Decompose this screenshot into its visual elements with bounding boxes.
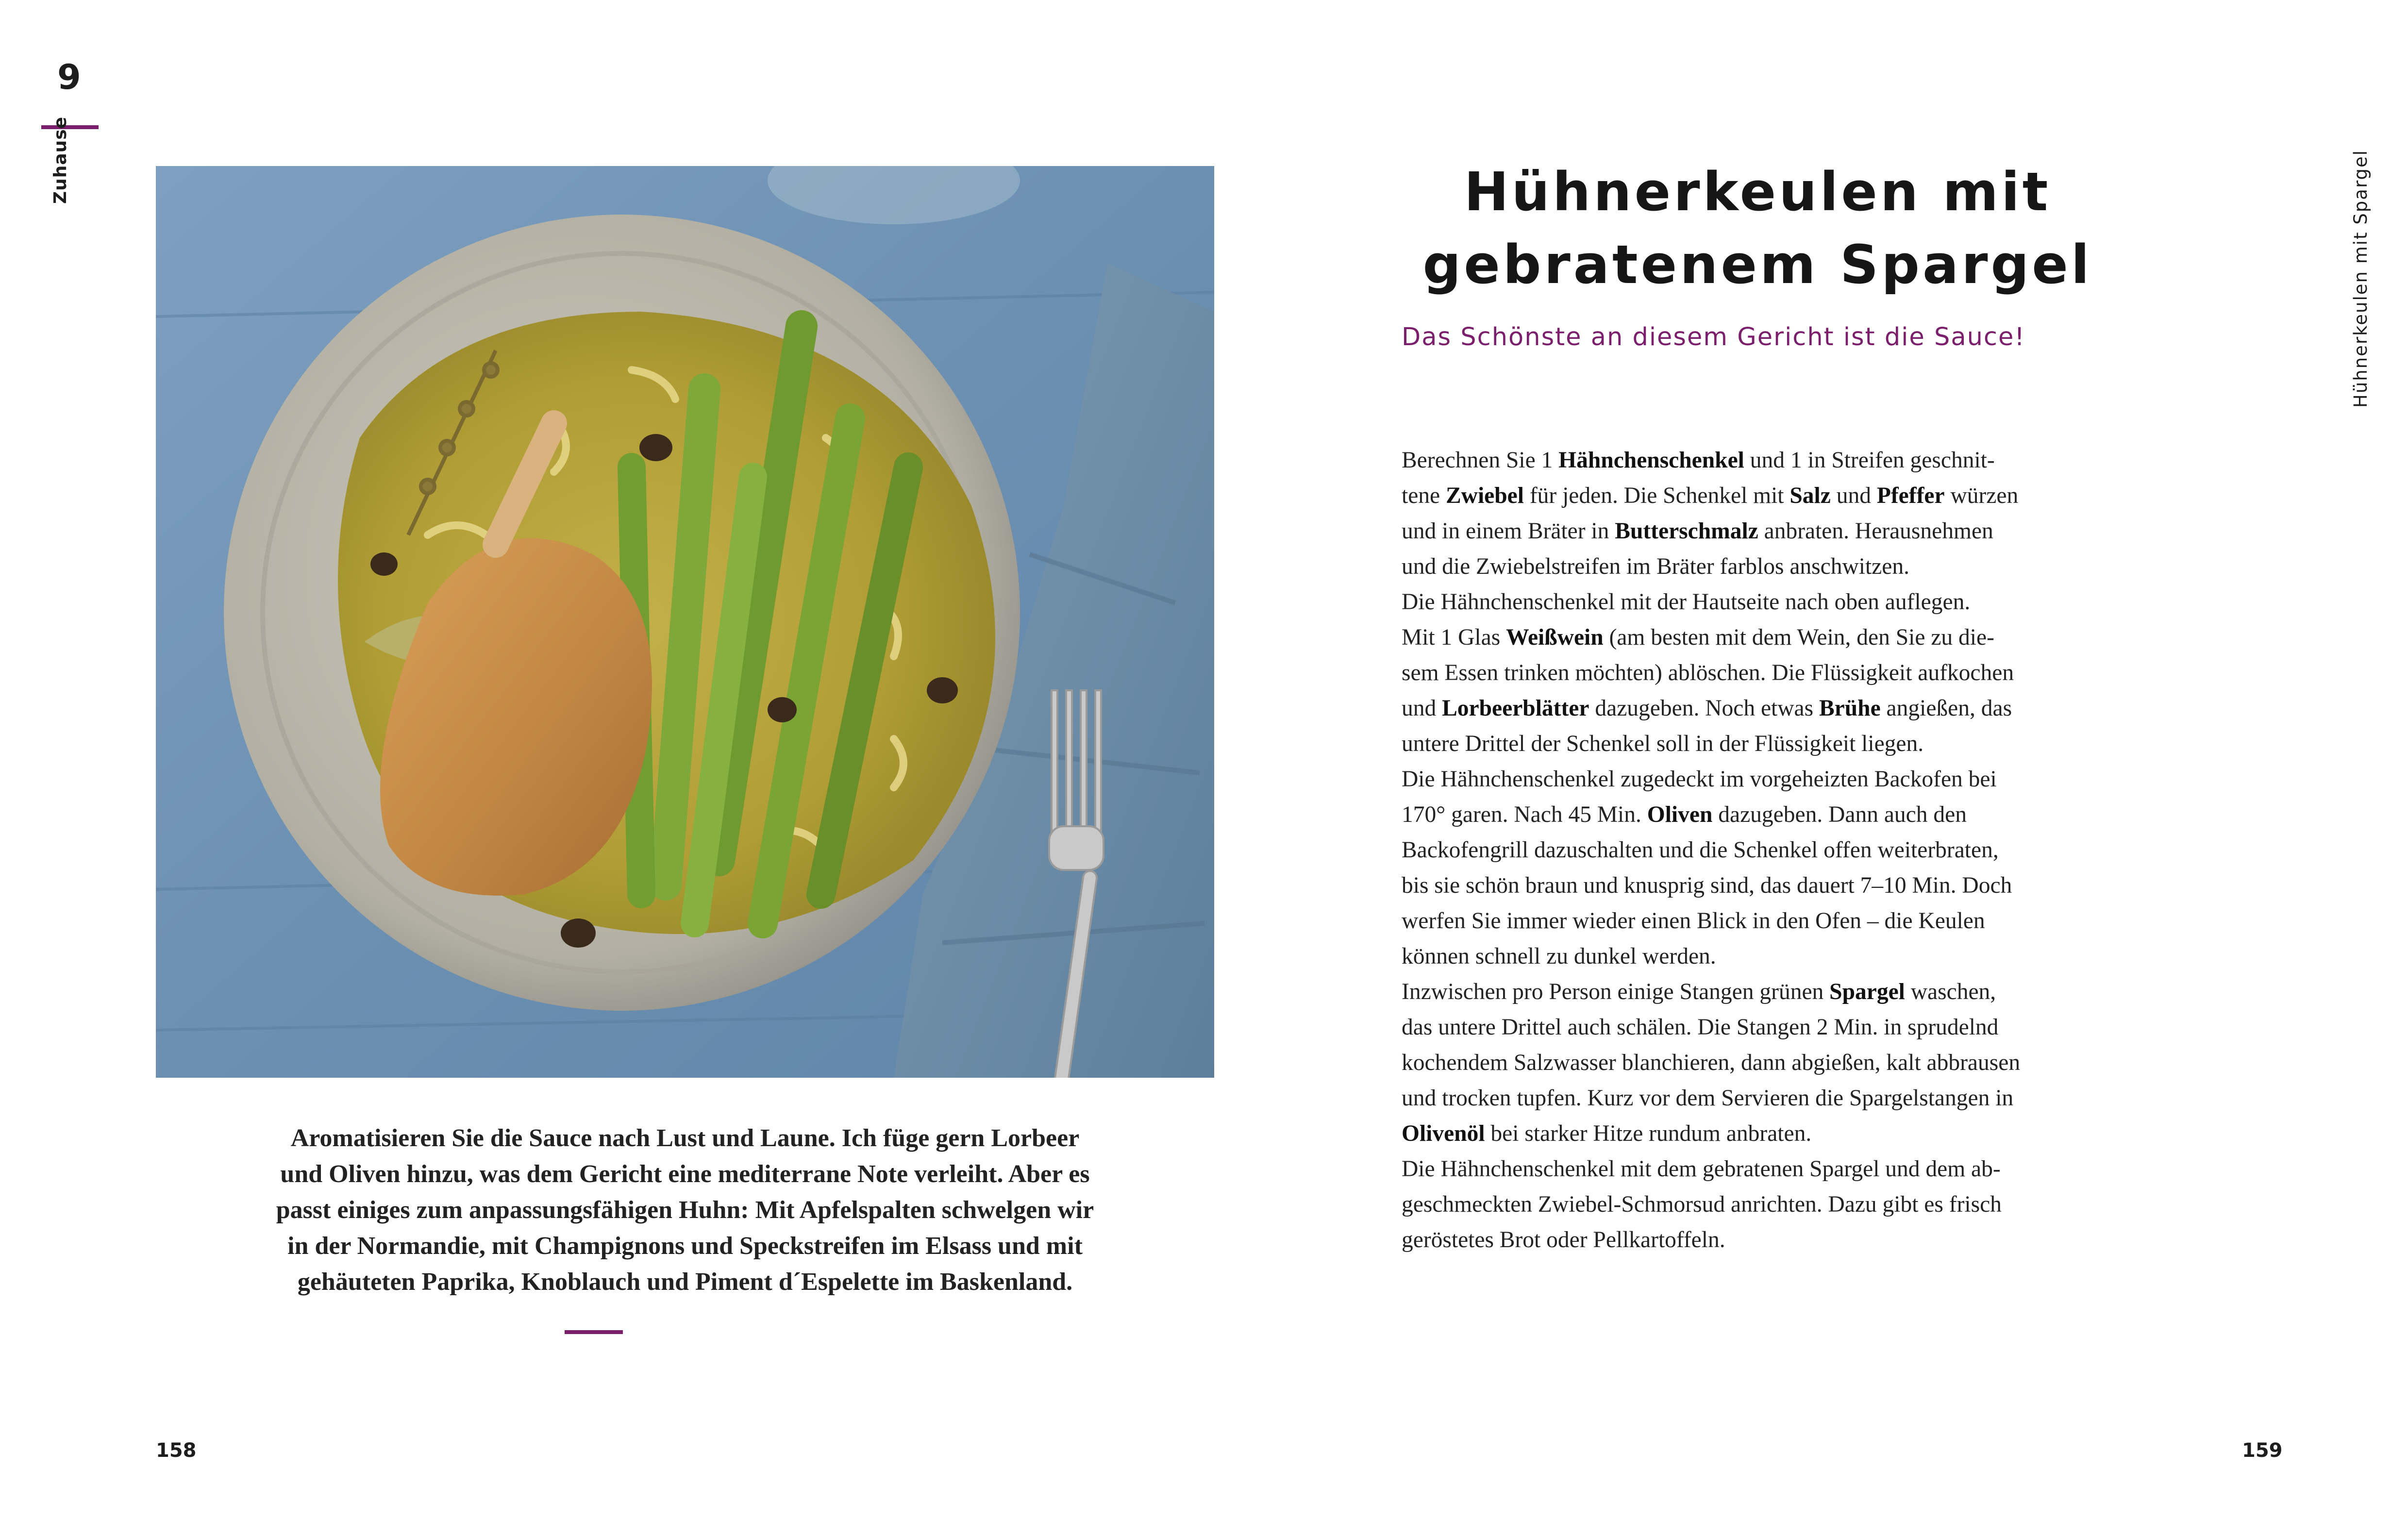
recipe-line xyxy=(1402,655,2091,691)
chapter-number: 9 xyxy=(57,57,81,97)
recipe-line xyxy=(1402,974,2091,1010)
recipe-text-segment: bis sie schön braun und knusprig sind, das dauert 7–10 Min. Doch xyxy=(1402,873,2012,898)
caption-line: in der Normandie, mit Champignons und Speckstreifen im Elsass und mit xyxy=(287,1232,1083,1260)
recipe-text-segment: und 1 in Streifen geschnit- xyxy=(1744,448,1995,473)
recipe-line xyxy=(1402,833,2091,868)
recipe-text-segment: und xyxy=(1402,696,1442,721)
recipe-text-segment: Die Hähnchenschenkel mit dem gebratenen Spargel und dem ab- xyxy=(1402,1156,2001,1182)
recipe-line xyxy=(1402,939,2091,974)
photo-caption xyxy=(156,1120,1214,1300)
page-number-left: 158 xyxy=(156,1439,197,1462)
recipe-line xyxy=(1402,1116,2091,1152)
recipe-line xyxy=(1402,1187,2091,1222)
ingredient-name: Lorbeerblätter xyxy=(1442,696,1589,721)
recipe-line xyxy=(1402,1010,2091,1045)
caption-line: gehäuteten Paprika, Knoblauch und Piment d´Espelette im Baskenland. xyxy=(297,1268,1073,1296)
recipe-text-segment: können schnell zu dunkel werden. xyxy=(1402,944,1716,969)
recipe-title xyxy=(1379,155,2136,301)
recipe-text-segment: Die Hähnchenschenkel mit der Hautseite nach oben auflegen. xyxy=(1402,589,1971,615)
ingredient-name: Oliven xyxy=(1647,802,1713,827)
recipe-text-segment: würzen xyxy=(1944,483,2019,508)
caption-line: passt einiges zum anpassungsfähigen Huhn: Mit Apfelspalten schwelgen wir xyxy=(276,1196,1094,1224)
recipe-line xyxy=(1402,478,2091,514)
recipe-line xyxy=(1402,691,2091,726)
recipe-text-segment: und xyxy=(1830,483,1877,508)
caption-line: und Oliven hinzu, was dem Gericht eine mediterrane Note verleiht. Aber es xyxy=(280,1160,1090,1188)
recipe-text-segment: Mit 1 Glas xyxy=(1402,625,1506,650)
recipe-text xyxy=(1402,443,2091,1258)
recipe-line xyxy=(1402,1081,2091,1116)
recipe-text-segment: Backofengrill dazuschalten und die Schenkel offen weiterbraten, xyxy=(1402,837,1999,863)
ingredient-name: Butterschmalz xyxy=(1615,518,1758,544)
recipe-line xyxy=(1402,549,2091,584)
recipe-text-segment: Inzwischen pro Person einige Stangen grünen xyxy=(1402,979,1830,1004)
recipe-line xyxy=(1402,726,2091,762)
recipe-line xyxy=(1402,762,2091,797)
dish-illustration xyxy=(156,166,1214,1078)
recipe-text-segment: für jeden. Die Schenkel mit xyxy=(1523,483,1790,508)
caption-rule xyxy=(565,1330,623,1334)
recipe-text-segment: geschmeckten Zwiebel-Schmorsud anrichten. Dazu gibt es frisch xyxy=(1402,1192,2002,1217)
recipe-subtitle: Das Schönste an diesem Gericht ist die Sauce! xyxy=(1402,323,2025,351)
recipe-line xyxy=(1402,1152,2091,1187)
recipe-line xyxy=(1402,797,2091,833)
ingredient-name: Salz xyxy=(1789,483,1831,508)
caption-line: Aromatisieren Sie die Sauce nach Lust und Laune. Ich füge gern Lorbeer xyxy=(290,1124,1080,1152)
recipe-line xyxy=(1402,903,2091,939)
recipe-line xyxy=(1402,514,2091,549)
recipe-text-segment: und in einem Bräter in xyxy=(1402,518,1615,544)
dish-photo xyxy=(156,166,1214,1078)
recipe-text-segment: waschen, xyxy=(1905,979,1996,1004)
recipe-text-segment: kochendem Salzwasser blanchieren, dann abgießen, kalt abbrausen xyxy=(1402,1050,2021,1075)
recipe-line xyxy=(1402,1045,2091,1081)
recipe-text-segment: das untere Drittel auch schälen. Die Stangen 2 Min. in sprudelnd xyxy=(1402,1015,1999,1040)
recipe-line xyxy=(1402,1222,2091,1258)
recipe-text-segment: untere Drittel der Schenkel soll in der Flüssigkeit liegen. xyxy=(1402,731,1924,756)
recipe-text-segment: angießen, das xyxy=(1880,696,2012,721)
recipe-text-segment: Berechnen Sie 1 xyxy=(1402,448,1559,473)
ingredient-name: Olivenöl xyxy=(1402,1121,1485,1146)
recipe-text-segment: (am besten mit dem Wein, den Sie zu die- xyxy=(1603,625,1994,650)
recipe-text-segment: geröstetes Brot oder Pellkartoffeln. xyxy=(1402,1227,1725,1252)
recipe-text-segment: werfen Sie immer wieder einen Blick in den Ofen – die Keulen xyxy=(1402,908,1985,934)
recipe-text-segment: 170° garen. Nach 45 Min. xyxy=(1402,802,1647,827)
recipe-text-segment: dazugeben. Dann auch den xyxy=(1712,802,1967,827)
recipe-text-segment: anbraten. Herausnehmen xyxy=(1758,518,1993,544)
recipe-text-segment: und trocken tupfen. Kurz vor dem Servieren die Spargelstangen in xyxy=(1402,1085,2014,1111)
section-label: Zuhause xyxy=(50,116,70,204)
recipe-text-segment: bei starker Hitze rundum anbraten. xyxy=(1485,1121,1812,1146)
recipe-text-segment: und die Zwiebelstreifen im Bräter farblos anschwitzen. xyxy=(1402,554,1909,579)
ingredient-name: Hähnchenschenkel xyxy=(1558,448,1744,473)
ingredient-name: Spargel xyxy=(1829,979,1905,1004)
recipe-text-segment: sem Essen trinken möchten) ablöschen. Die Flüssigkeit aufkochen xyxy=(1402,660,2014,685)
running-head: Hühnerkeulen mit Spargel xyxy=(2350,149,2371,408)
recipe-line xyxy=(1402,584,2091,620)
recipe-line xyxy=(1402,868,2091,903)
ingredient-name: Pfeffer xyxy=(1876,483,1945,508)
recipe-text-segment: Die Hähnchenschenkel zugedeckt im vorgeheizten Backofen bei xyxy=(1402,767,1997,792)
ingredient-name: Weißwein xyxy=(1506,625,1604,650)
recipe-text-segment: tene xyxy=(1402,483,1446,508)
title-line-2: gebratenem Spargel xyxy=(1422,234,2092,296)
title-line-1: Hühnerkeulen mit xyxy=(1464,161,2051,223)
ingredient-name: Brühe xyxy=(1819,696,1881,721)
page-number-right: 159 xyxy=(2242,1439,2283,1462)
recipe-line xyxy=(1402,620,2091,655)
recipe-line xyxy=(1402,443,2091,478)
recipe-text-segment: dazugeben. Noch etwas xyxy=(1589,696,1819,721)
ingredient-name: Zwiebel xyxy=(1446,483,1524,508)
